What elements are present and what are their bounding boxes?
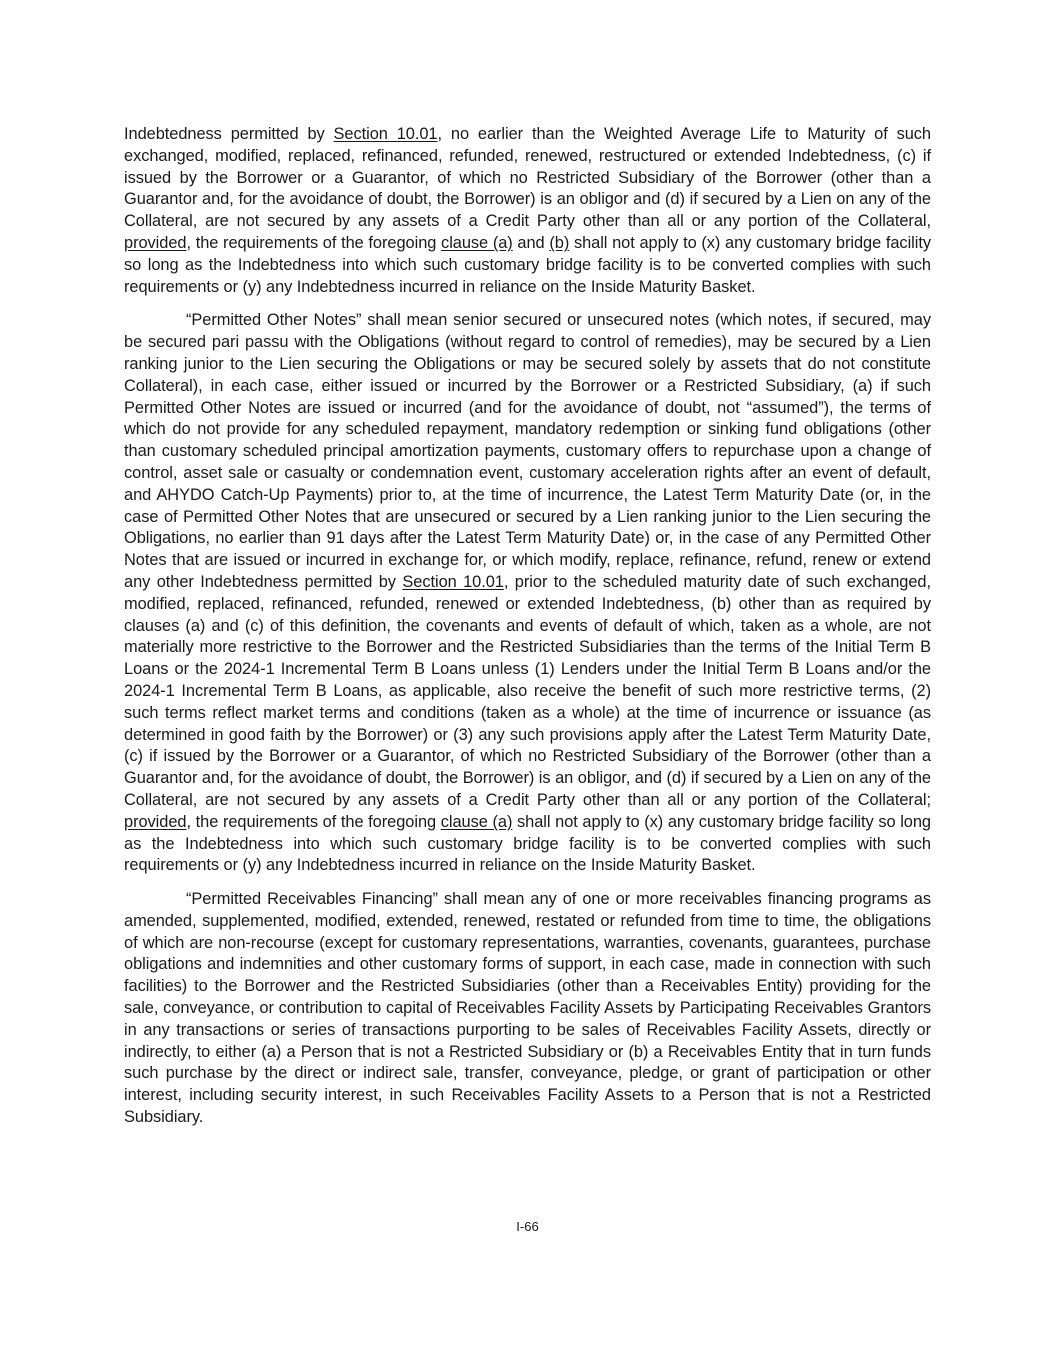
- cross-reference: (b): [549, 233, 570, 252]
- text-run: Indebtedness permitted by: [124, 125, 334, 143]
- text-run: , no earlier than the Weighted Average Life to Maturity of such exchanged, modified, replaced, refinanced, refunded, renewed, restructured or extended Indebtedness, (c) if issued by the Borrower or a Guarantor, of which no Restricted Subsidiary of the Borrower (other than a Guarantor and, for the avoidance of doubt, the Borrower) is an obligor and (d) if secured by a Lien on any of the Collateral, are not secured by any assets of a Credit Party other than all or any portion of the Collateral,: [124, 125, 931, 231]
- paragraph-1: [124, 124, 931, 298]
- text-run: shall not apply to (x) any customary bridge facility so long as the Indebtedness into which such customary bridge facility is to be converted complies with such requirements or (y) any Indebtedness incurred in reliance on the Inside Maturity Basket.: [124, 233, 931, 296]
- text-run: “Permitted Other Notes” shall mean senior secured or unsecured notes (which notes, if secured, may be secured pari passu with the Obligations (without regard to control of remedies), may be secured by a Lien ranking junior to the Lien securing the Obligations or may be secured solely by assets that do not constitute Collateral), in each case, either issued or incurred by the Borrower or a Restricted Subsidiary, (a) if such Permitted Other Notes are issued or incurred (and for the avoidance of doubt, not “assumed”), the terms of which do not provide for any scheduled repayment, mandatory redemption or sinking fund obligations (other than customary scheduled principal amortization payments, customary offers to repurchase upon a change of control, asset sale or casualty or condemnation event, customary acceleration rights after an event of default, and AHYDO Catch-Up Payments) prior to, at the time of incurrence, the Latest Term Maturity Date (or, in the case of Permitted Other Notes that are unsecured or secured by a Lien ranking junior to the Lien securing the Obligations, no earlier than 91 days after the Latest Term Maturity Date) or, in the case of any Permitted Other Notes that are issued or incurred in exchange for, or which modify, replace, refinance, refund, renew or extend any other Indebtedness permitted by: [124, 311, 931, 591]
- text-run: and: [512, 233, 550, 252]
- text-run: “Permitted Receivables Financing” shall mean any of one or more receivables financing programs as amended, supplemented, modified, extended, renewed, restated or refunded from time to time, the obligations of which are non-recourse (except for customary representations, warranties, covenants, guarantees, purchase obligations and indemnities and other customary forms of support, in each case, made in connection with such facilities) to the Borrower and the Restricted Subsidiaries (other than a Receivables Entity) providing for the sale, conveyance, or contribution to capital of Receivables Facility Assets by Participating Receivables Grantors in any transactions or series of transactions purporting to be sales of Receivables Facility Assets, directly or indirectly, to either (a) a Person that is not a Restricted Subsidiary or (b) a Receivables Entity that in turn funds such purchase by the direct or indirect sale, transfer, conveyance, pledge, or grant of participation or other interest, including security interest, in such Receivables Facility Assets to a Person that is not a Restricted Subsidiary.: [124, 890, 931, 1127]
- text-run: , the requirements of the foregoing: [186, 233, 442, 252]
- paragraph-gap: [124, 877, 931, 889]
- cross-reference: provided: [124, 812, 187, 831]
- text-run: , prior to the scheduled maturity date of such exchanged, modified, replaced, refinanced, refunded, renewed or extended Indebtedness, (b) other than as required by clauses (a) and (c) of this definition, the covenants and events of default of which, taken as a whole, are not materially more restrictive to the Borrower and the Restricted Subsidiaries than the terms of the Initial Term B Loans or the 2024-1 Incremental Term B Loans unless (1) Lenders under the Initial Term B Loans and/or the 2024-1 Incremental Term B Loans, as applicable, also receive the benefit of such more restrictive terms, (2) such terms reflect market terms and conditions (taken as a whole) at the time of incurrence or issuance (as determined in good faith by the Borrower) or (3) any such provisions apply after the Latest Term Maturity Date, (c) if issued by the Borrower or a Guarantor, of which no Restricted Subsidiary of the Borrower (other than a Guarantor and, for the avoidance of doubt, the Borrower) is an obligor, and (d) if secured by a Lien on any of the Collateral, are not secured by any assets of a Credit Party other than all or any portion of the Collateral;: [124, 572, 931, 809]
- cross-reference: clause (a): [441, 233, 513, 252]
- cross-reference: Section 10.01: [333, 125, 438, 143]
- paragraph-3: [124, 889, 931, 1129]
- cross-reference: clause (a): [440, 812, 513, 831]
- cross-reference: Section 10.01: [402, 572, 504, 591]
- paragraph-2: [124, 310, 931, 877]
- text-run: shall not apply to (x) any customary bridge facility so long as the Indebtedness into which such customary bridge facility is to be converted complies with such requirements or (y) any Indebtedness incurred in reliance on the Inside Maturity Basket.: [124, 812, 931, 875]
- cross-reference: provided: [124, 233, 187, 252]
- text-run: , the requirements of the foregoing: [186, 812, 441, 831]
- document-body: [124, 124, 931, 1129]
- page-number: I-66: [516, 1219, 539, 1234]
- paragraph-gap: [124, 298, 931, 310]
